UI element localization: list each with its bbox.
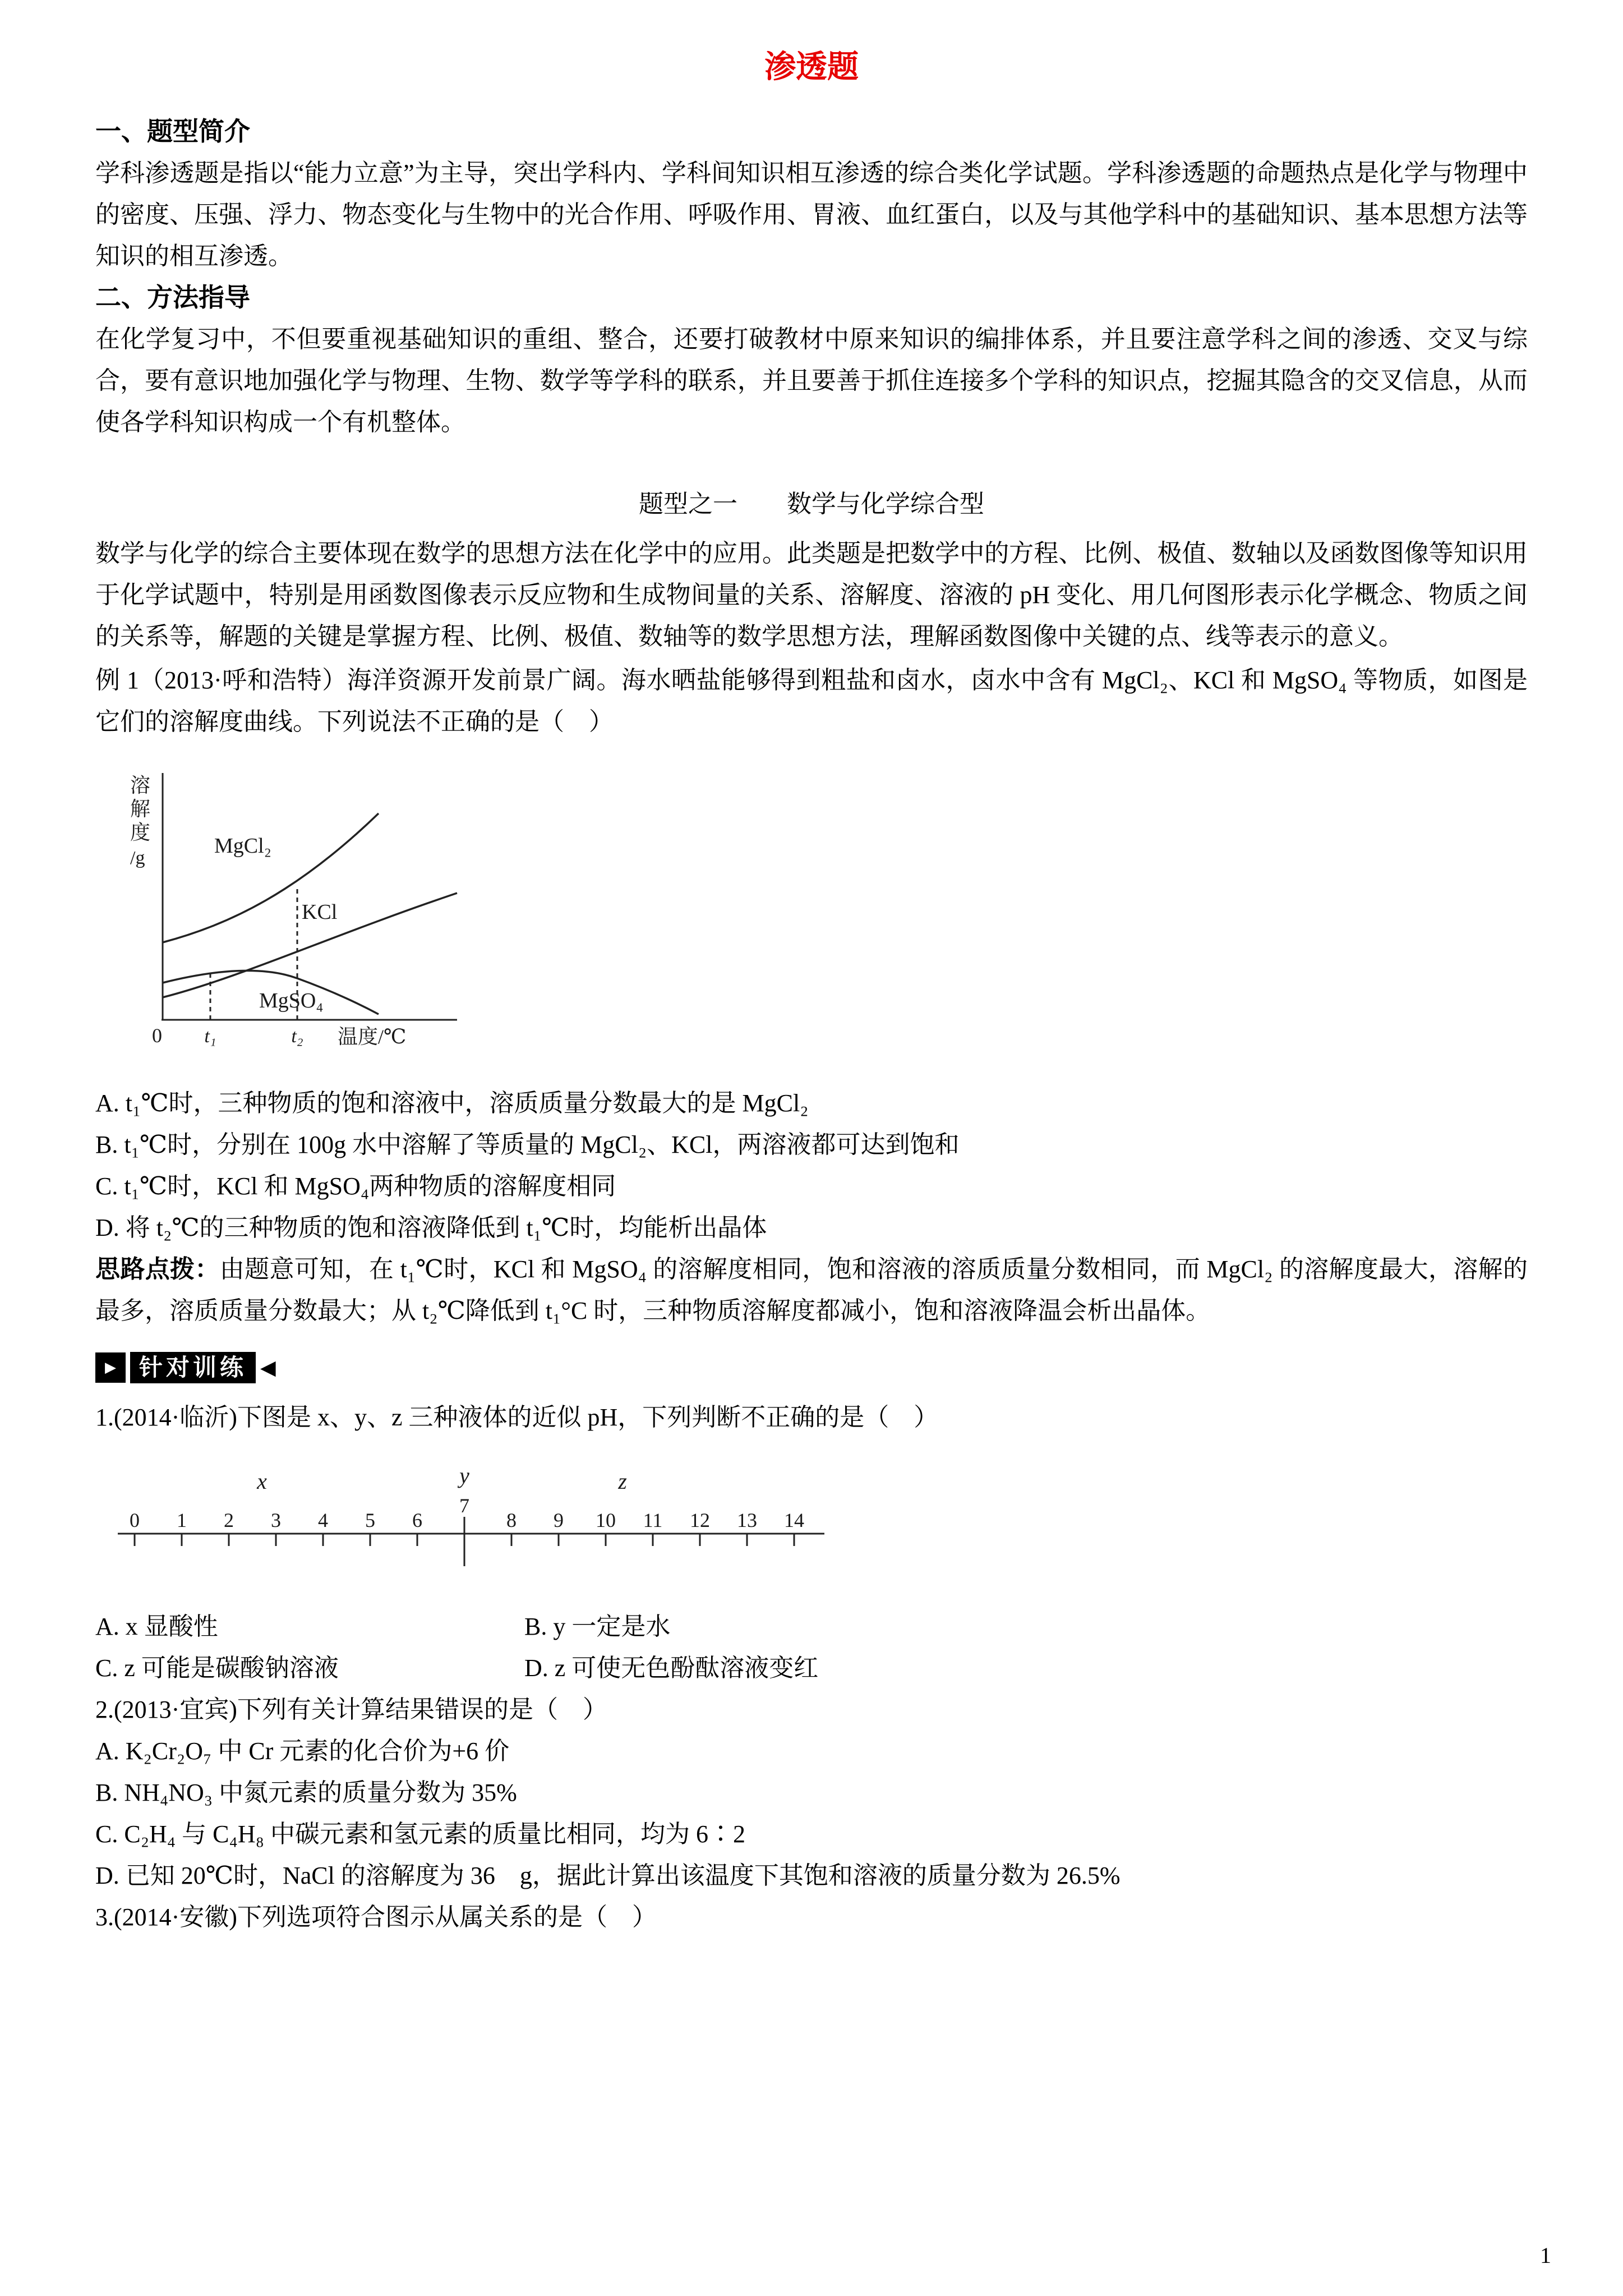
svg-text:12: 12	[690, 1509, 710, 1531]
liquid-markers	[256, 1464, 627, 1494]
t1-tick: t₁	[204, 1026, 216, 1047]
page-title: 渗透题	[764, 50, 859, 85]
question1-option-d: D. z 可使无色酚酞溶液变红	[524, 1654, 819, 1682]
section1-heading: 一、题型简介	[95, 117, 250, 146]
question1-options	[95, 1606, 1528, 1689]
section2-body: 在化学复习中，不但要重视基础知识的重组、整合，还要打破教材中原来知识的编排体系，并且要注意学科之间的渗透、交叉与综合，要有意识地加强化学与物理、生物、数学等学科的联系，并且要善于抓住连接多个学科的知识点，挖掘其隐含的交叉信息，从而使各学科知识构成一个有机整体。	[95, 325, 1528, 436]
x-axis-ticks	[152, 1024, 406, 1048]
play-icon: ▶	[95, 1352, 126, 1383]
question1-option-c: C. z 可能是碳酸钠溶液	[95, 1654, 339, 1682]
svg-text:6: 6	[412, 1509, 422, 1531]
marker-z: z	[618, 1469, 627, 1494]
solubility-chart-figure	[95, 757, 1528, 1076]
svg-text:1: 1	[177, 1509, 187, 1531]
marker-y: y	[459, 1464, 469, 1488]
topic1-intro: 数学与化学的综合主要体现在数学的思想方法在化学中的应用。此类题是把数学中的方程、比例、极值、数轴以及函数图像等知识用于化学试题中，特别是用函数图像表示反应物和生成物间量的关系、溶解度、溶液的 pH 变化、用几何图形表示化学概念、物质之间的关系等，解题的关键是掌握方程、比例、极值、数轴等的数学思想方法，理解函数图像中关键的点、线等表示的意义。	[95, 540, 1528, 650]
example1-option-c: C. t₁℃时，KCl 和 MgSO₄两种物质的溶解度相同	[95, 1172, 616, 1200]
tips-body: 由题意可知，在 t₁℃时，KCl 和 MgSO₄ 的溶解度相同，饱和溶液的溶质质量分数相同，而 MgCl₂ 的溶解度最大，溶解的最多，溶质质量分数最大；从 t₂℃降低到 t₁°C 时，三种物质溶解度都减小，饱和溶液降温会析出晶体。	[95, 1255, 1528, 1324]
section1-body: 学科渗透题是指以“能力立意”为主导，突出学科内、学科间知识相互渗透的综合类化学试题。学科渗透题的命题热点是化学与物理中的密度、压强、浮力、物态变化与生物中的光合作用、呼吸作用、胃液、血红蛋白，以及与其他学科中的基础知识、基本思想方法等知识的相互渗透。	[95, 159, 1528, 270]
highlighted-seven: 7	[459, 1494, 469, 1517]
question2-stem: 2.(2013·宜宾)下列有关计算结果错误的是（ ）	[95, 1696, 607, 1723]
svg-text:4: 4	[318, 1509, 328, 1531]
svg-text:2: 2	[224, 1509, 234, 1531]
question1-stem: 1.(2014·临沂)下图是 x、y、z 三种液体的近似 pH，下列判断不正确的是（ ）	[95, 1404, 939, 1431]
ph-numberline-chart	[95, 1464, 836, 1576]
svg-text:0: 0	[130, 1509, 140, 1531]
question2-option-d: D. 已知 20℃时，NaCl 的溶解度为 36 g，据此计算出该温度下其饱和溶液的质量分数为 26.5%	[95, 1862, 1121, 1889]
training-badge	[95, 1352, 1528, 1383]
marker-x: x	[257, 1469, 267, 1494]
left-triangle-icon: ◀	[260, 1356, 276, 1379]
solubility-chart	[95, 757, 477, 1063]
mgso4-label: MgSO₄	[259, 989, 324, 1013]
y-axis-label-unit: /g	[130, 848, 145, 868]
tips-label: 思路点拨：	[95, 1255, 220, 1283]
example1-stem: 例 1（2013·呼和浩特）海洋资源开发前景广阔。海水晒盐能够得到粗盐和卤水，卤水中含有 MgCl₂、KCl 和 MgSO₄ 等物质，如图是它们的溶解度曲线。下列说法不正确的是（ ）	[95, 666, 1528, 735]
y-axis-label-char: 解	[130, 798, 151, 820]
x-axis-label: 温度/℃	[338, 1025, 407, 1048]
example1-option-b: B. t₁℃时，分别在 100g 水中溶解了等质量的 MgCl₂、KCl，两溶液都可达到饱和	[95, 1131, 960, 1158]
ph-numberline-figure	[95, 1464, 1528, 1589]
training-badge-label: 针对训练	[130, 1352, 256, 1383]
svg-text:3: 3	[271, 1509, 281, 1531]
section2-heading: 二、方法指导	[95, 283, 250, 312]
t2-tick: t₂	[291, 1026, 303, 1047]
origin-tick: 0	[152, 1024, 162, 1047]
svg-text:14: 14	[784, 1509, 804, 1531]
svg-text:9: 9	[554, 1509, 564, 1531]
mgcl2-curve	[163, 813, 379, 942]
question2-option-c: C. C₂H₄ 与 C₄H₈ 中碳元素和氢元素的质量比相同，均为 6∶2	[95, 1820, 745, 1848]
question1-option-b: B. y 一定是水	[524, 1613, 671, 1640]
question2-option-b: B. NH₄NO₃ 中氮元素的质量分数为 35%	[95, 1779, 517, 1806]
svg-text:5: 5	[365, 1509, 375, 1531]
example1-option-a: A. t₁℃时，三种物质的饱和溶液中，溶质质量分数最大的是 MgCl₂	[95, 1089, 809, 1117]
question3-stem: 3.(2014·安徽)下列选项符合图示从属关系的是（ ）	[95, 1903, 657, 1931]
svg-text:10: 10	[596, 1509, 616, 1531]
question2-option-a: A. K₂Cr₂O₇ 中 Cr 元素的化合价为+6 价	[95, 1737, 510, 1765]
topic1-heading: 题型之一 数学与化学综合型	[639, 490, 984, 518]
page-number: 1	[1540, 2243, 1551, 2268]
tips-paragraph	[95, 1249, 1528, 1332]
kcl-label: KCl	[302, 900, 338, 924]
y-axis-label-char: 溶	[130, 774, 151, 797]
y-axis-label	[130, 774, 150, 868]
svg-text:11: 11	[643, 1509, 663, 1531]
example1-option-d: D. 将 t₂℃的三种物质的饱和溶液降低到 t₁℃时，均能析出晶体	[95, 1214, 767, 1241]
mgcl2-label: MgCl₂	[214, 834, 271, 858]
svg-text:13: 13	[737, 1509, 757, 1531]
question1-option-a: A. x 显酸性	[95, 1613, 218, 1640]
y-axis-label-char: 度	[130, 821, 151, 844]
svg-text:8: 8	[506, 1509, 517, 1531]
